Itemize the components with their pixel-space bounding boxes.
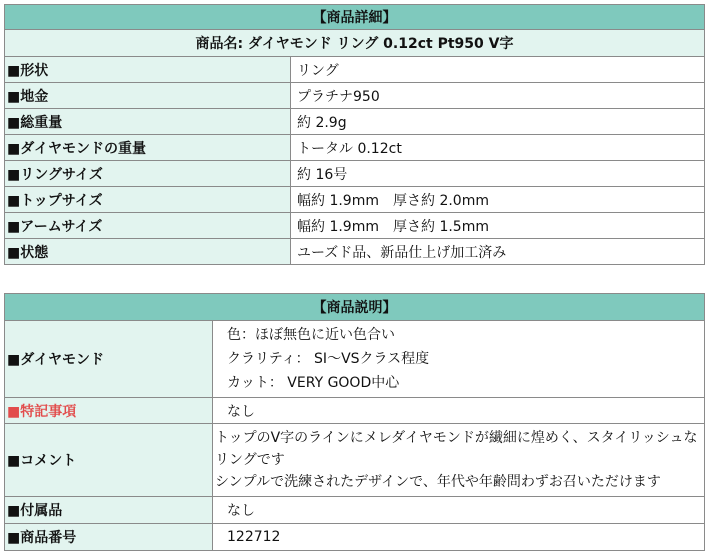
description-header: 【商品説明】 — [5, 294, 705, 321]
special-notes-value: なし — [213, 398, 705, 424]
arm-size-value: 幅約 1.9mm 厚さ約 1.5mm — [291, 213, 705, 239]
comment-label: ■コメント — [5, 424, 213, 497]
accessories-value: なし — [213, 497, 705, 524]
comment-line: リングです — [215, 452, 285, 468]
top-size-label: ■トップサイズ — [5, 187, 291, 213]
details-header: 【商品詳細】 — [5, 5, 705, 30]
product-name: 商品名: ダイヤモンド リング 0.12ct Pt950 V字 — [5, 30, 705, 57]
table-row — [5, 213, 705, 239]
shape-value: リング — [291, 57, 705, 83]
product-number-value: 122712 — [213, 524, 705, 551]
diamond-weight-value: トータル 0.12ct — [291, 135, 705, 161]
table-row — [5, 398, 705, 424]
table-row — [5, 524, 705, 551]
special-notes-label: ■特記事項 — [5, 398, 213, 424]
total-weight-value: 約 2.9g — [291, 109, 705, 135]
comment-line: トップのV字のラインにメレダイヤモンドが繊細に煌めく、スタイリッシュな — [215, 430, 698, 446]
diamond-cut: カット： VERY GOOD中心 — [227, 375, 400, 391]
table-row — [5, 239, 705, 265]
table-row — [5, 497, 705, 524]
ring-size-label: ■リングサイズ — [5, 161, 291, 187]
table-row — [5, 187, 705, 213]
shape-label: ■形状 — [5, 57, 291, 83]
table-row — [5, 424, 705, 497]
condition-label: ■状態 — [5, 239, 291, 265]
ring-size-value: 約 16号 — [291, 161, 705, 187]
table-row — [5, 57, 705, 83]
table-row — [5, 135, 705, 161]
arm-size-label: ■アームサイズ — [5, 213, 291, 239]
metal-value: プラチナ950 — [291, 83, 705, 109]
diamond-clarity: クラリティ： SI〜VSクラス程度 — [227, 351, 430, 367]
top-size-value: 幅約 1.9mm 厚さ約 2.0mm — [291, 187, 705, 213]
diamond-color: 色：ほぼ無色に近い色合い — [227, 327, 395, 343]
metal-label: ■地金 — [5, 83, 291, 109]
diamond-details — [213, 321, 705, 398]
comment-line: シンプルで洗練されたデザインで、年代や年齢問わずお召いただけます — [215, 474, 661, 490]
table-row — [5, 161, 705, 187]
table-row — [5, 321, 705, 398]
product-details-table — [4, 4, 705, 265]
diamond-label: ■ダイヤモンド — [5, 321, 213, 398]
table-row — [5, 83, 705, 109]
accessories-label: ■付属品 — [5, 497, 213, 524]
total-weight-label: ■総重量 — [5, 109, 291, 135]
diamond-weight-label: ■ダイヤモンドの重量 — [5, 135, 291, 161]
product-number-label: ■商品番号 — [5, 524, 213, 551]
product-description-table — [4, 293, 705, 551]
table-row — [5, 109, 705, 135]
comment-text — [213, 424, 705, 497]
condition-value: ユーズド品、新品仕上げ加工済み — [291, 239, 705, 265]
